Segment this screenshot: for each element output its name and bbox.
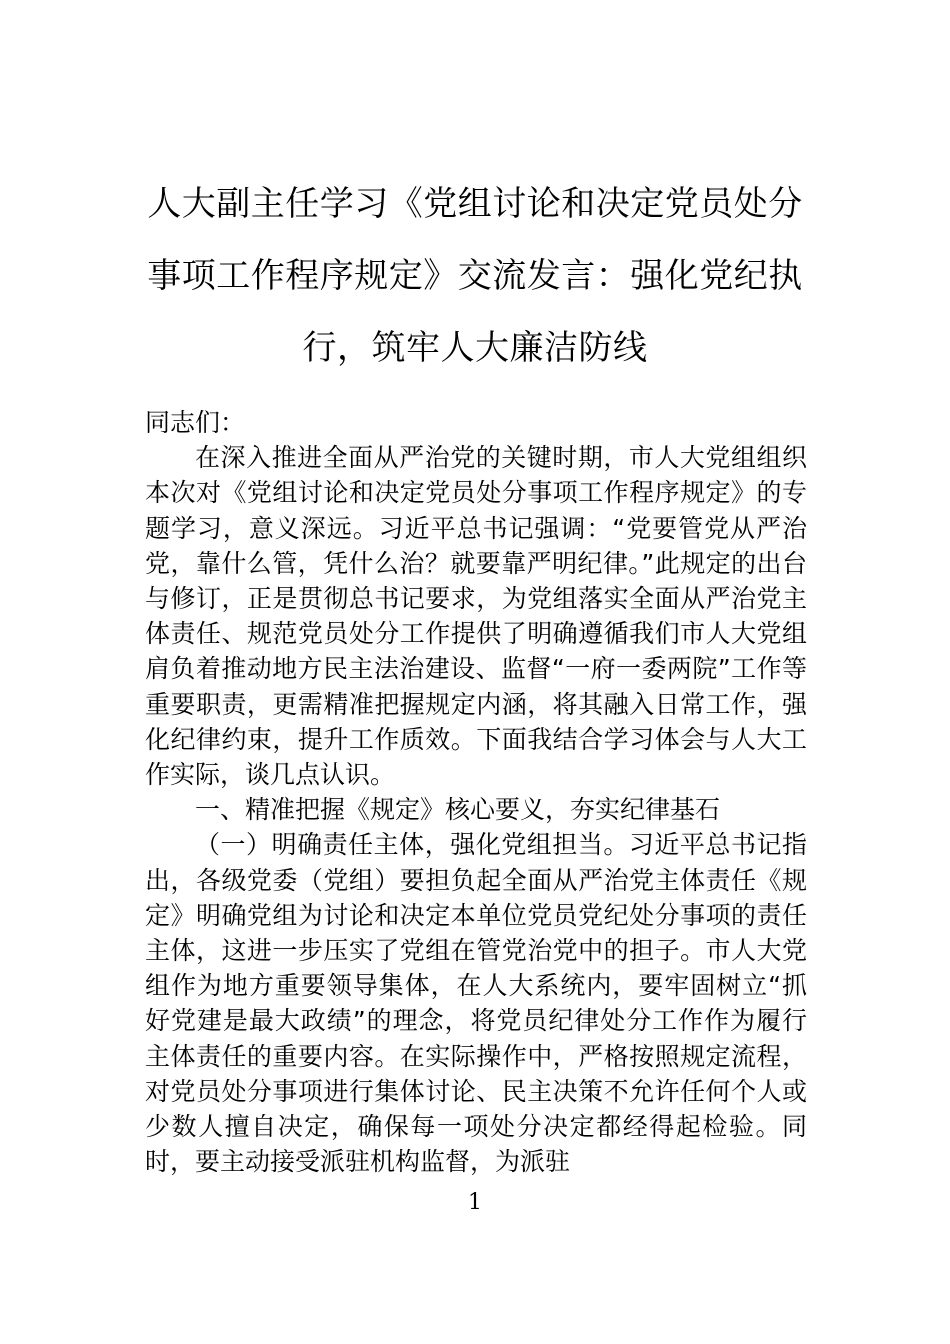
page-number: 1	[468, 1190, 482, 1215]
salutation: 同志们：	[145, 408, 246, 437]
document-body	[145, 405, 807, 1179]
intro-paragraph: 在深入推进全面从严治党的关键时期，市人大党组组织本次对《党组讨论和决定党员处分事项工作程序规定》的专题学习，意义深远。习近平总书记强调：“党要管党从严治党，靠什么管，凭什么治？就要靠严明纪律。”此规定的出台与修订，正是贯彻总书记要求，为党组落实全面从严治党主体责任、规范党员处分工作提供了明确遵循我们市人大党组肩负着推动地方民主法治建设、监督“一府一委两院”工作等重要职责，更需精准把握规定内涵，将其融入日常工作，强化纪律约束，提升工作质效。下面我结合学习体会与人大工作实际，谈几点认识。	[145, 443, 807, 790]
document-title: 人大副主任学习《党组讨论和决定党员处分事项工作程序规定》交流发言：强化党纪执行，筑牢人大廉洁防线	[147, 184, 803, 368]
subsection-paragraph: （一）明确责任主体，强化党组担当。习近平总书记指出，各级党委（党组）要担负起全面从严治党主体责任《规定》明确党组为讨论和决定本单位党员党纪处分事项的责任主体，这进一步压实了党组在管党治党中的担子。市人大党组作为地方重要领导集体，在人大系统内，要牢固树立“抓好党建是最大政绩”的理念，将党员纪律处分工作作为履行主体责任的重要内容。在实际操作中，严格按照规定流程，对党员处分事项进行集体讨论、民主决策不允许任何个人或少数人擅自决定，确保每一项处分决定都经得起检验。同时，要主动接受派驻机构监督，为派驻	[145, 830, 807, 1177]
section-heading: 一、精准把握《规定》核心要义，夯实纪律基石	[195, 795, 721, 825]
